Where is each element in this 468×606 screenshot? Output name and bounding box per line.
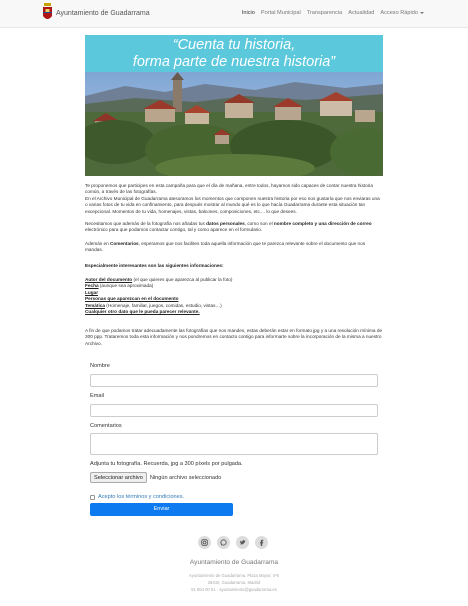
- social-links: [198, 536, 268, 549]
- intro-paragraph-3: Necesitamos que además de la fotografía nos añadas tus datos personales, como son el nombre completo y una dirección de correo electrónico para que podamos contactar contigo, tal y como aparece en el formulario.: [85, 221, 372, 233]
- email-label: Email: [90, 393, 104, 399]
- town-landscape-photo: [85, 72, 383, 176]
- list-item: Temática (Homenaje, familiar, juegos, comidas, estudio, vistas…): [85, 302, 222, 308]
- nav-inicio[interactable]: Inicio: [241, 10, 255, 16]
- whatsapp-icon[interactable]: [217, 536, 230, 549]
- chevron-down-icon: [420, 12, 424, 14]
- main-nav: [242, 10, 424, 16]
- comments-textarea[interactable]: [90, 433, 378, 455]
- special-heading: Especialmente interesantes son las siguientes informaciones:: [85, 263, 224, 268]
- choose-file-button[interactable]: Seleccionar archivo: [90, 472, 147, 483]
- coat-of-arms-icon: [42, 3, 53, 23]
- nav-portal-municipal[interactable]: Portal Municipal: [260, 10, 301, 16]
- footer-title: Ayuntamiento de Guadarrama: [189, 559, 279, 566]
- nav-acceso-rapido[interactable]: [380, 10, 424, 16]
- comments-label: Comentarios: [90, 423, 122, 429]
- brand-title: Ayuntamiento de Guadarrama: [56, 9, 150, 17]
- list-item: Personas que aparezcan en el documento: [85, 296, 179, 302]
- submit-button[interactable]: Enviar: [90, 503, 233, 516]
- footer-city: 28440, Guadarrama. Madrid: [207, 580, 261, 585]
- instagram-icon[interactable]: [198, 536, 211, 549]
- closing-paragraph: A fin de que podamos tratar adecuadamente las fotografías que nos mandes, estas deberán estar en formato jpg y a una resolución mínima de 300 ppp. Trataremos toda esta información y nos pondremos en contacto contigo para informarte sobre la incorporación de la misma a nuestro Archivo.: [85, 328, 383, 346]
- nav-acceso-rapido-label: Acceso Rápido: [380, 10, 418, 16]
- info-list: [85, 277, 383, 315]
- footer-contact: 91 854 00 51 · ayuntamiento@guadarrama.es: [191, 587, 277, 592]
- intro-paragraph-2: En el Archivo Municipal de Guadarrama atesoramos los momentos que componen nuestra historia por eso nos gustaría que nos enviaras una o varias fotos de tu vida en confinamiento, para después mostrar al mundo qué es lo que hacía Guadarrama durante esta situación tan excepcional. Momentos de tu vida, homenajes, vistas, balcones, composiciones, etc.... lo que desees.: [85, 196, 380, 214]
- terms-checkbox[interactable]: [90, 495, 95, 500]
- intro-paragraph-4: Además en Comentarios, esperamos que nos facilites toda aquella información que te parezca relevante sobre el documento que nos mandas.: [85, 241, 366, 253]
- footer-address: Ayuntamiento de Guadarrama. Plaza Mayor, nº5: [189, 573, 279, 578]
- datos-personales-bold: datos personales: [206, 221, 245, 226]
- hero-line-2: forma parte de nuestra historia”: [132, 53, 336, 70]
- terms-link[interactable]: Acepto los términos y condiciones.: [98, 494, 185, 500]
- terms-row: [90, 494, 184, 500]
- twitter-icon[interactable]: [236, 536, 249, 549]
- attach-label: Adjunta tu fotografía. Recuerda, jpg a 300 píxels por pulgada.: [90, 461, 243, 467]
- nombre-correo-bold: nombre completo y una dirección de correo: [273, 221, 372, 226]
- list-item: Lugar: [85, 289, 99, 295]
- list-item: Autor del documento (el que quieres que aparezca al publicar la foto): [85, 277, 233, 282]
- nav-actualidad[interactable]: Actualidad: [348, 10, 375, 16]
- top-navbar: [0, 0, 468, 28]
- hero-line-1: “Cuenta tu historia,: [172, 37, 296, 53]
- brand[interactable]: [42, 3, 150, 23]
- name-label: Nombre: [90, 363, 110, 369]
- name-input[interactable]: [90, 374, 378, 387]
- intro-paragraph-1: Te proponemos que participes en esta campaña para que el día de mañana, entre todos, hayamos sido capaces de contar nuestra historia común, a través de las fotografías.: [85, 183, 373, 195]
- facebook-icon[interactable]: [255, 536, 268, 549]
- email-input[interactable]: [90, 404, 378, 417]
- comentarios-bold: Comentarios: [110, 241, 139, 246]
- file-status: Ningún archivo seleccionado: [149, 474, 222, 481]
- hero-banner: [85, 35, 383, 75]
- list-item: Fecha (aunque sea aproximada): [85, 283, 154, 289]
- list-item: Cualquier otro dato que le pueda parecer relevante.: [85, 309, 200, 315]
- nav-transparencia[interactable]: Transparencia: [306, 10, 343, 16]
- file-upload: [90, 472, 221, 483]
